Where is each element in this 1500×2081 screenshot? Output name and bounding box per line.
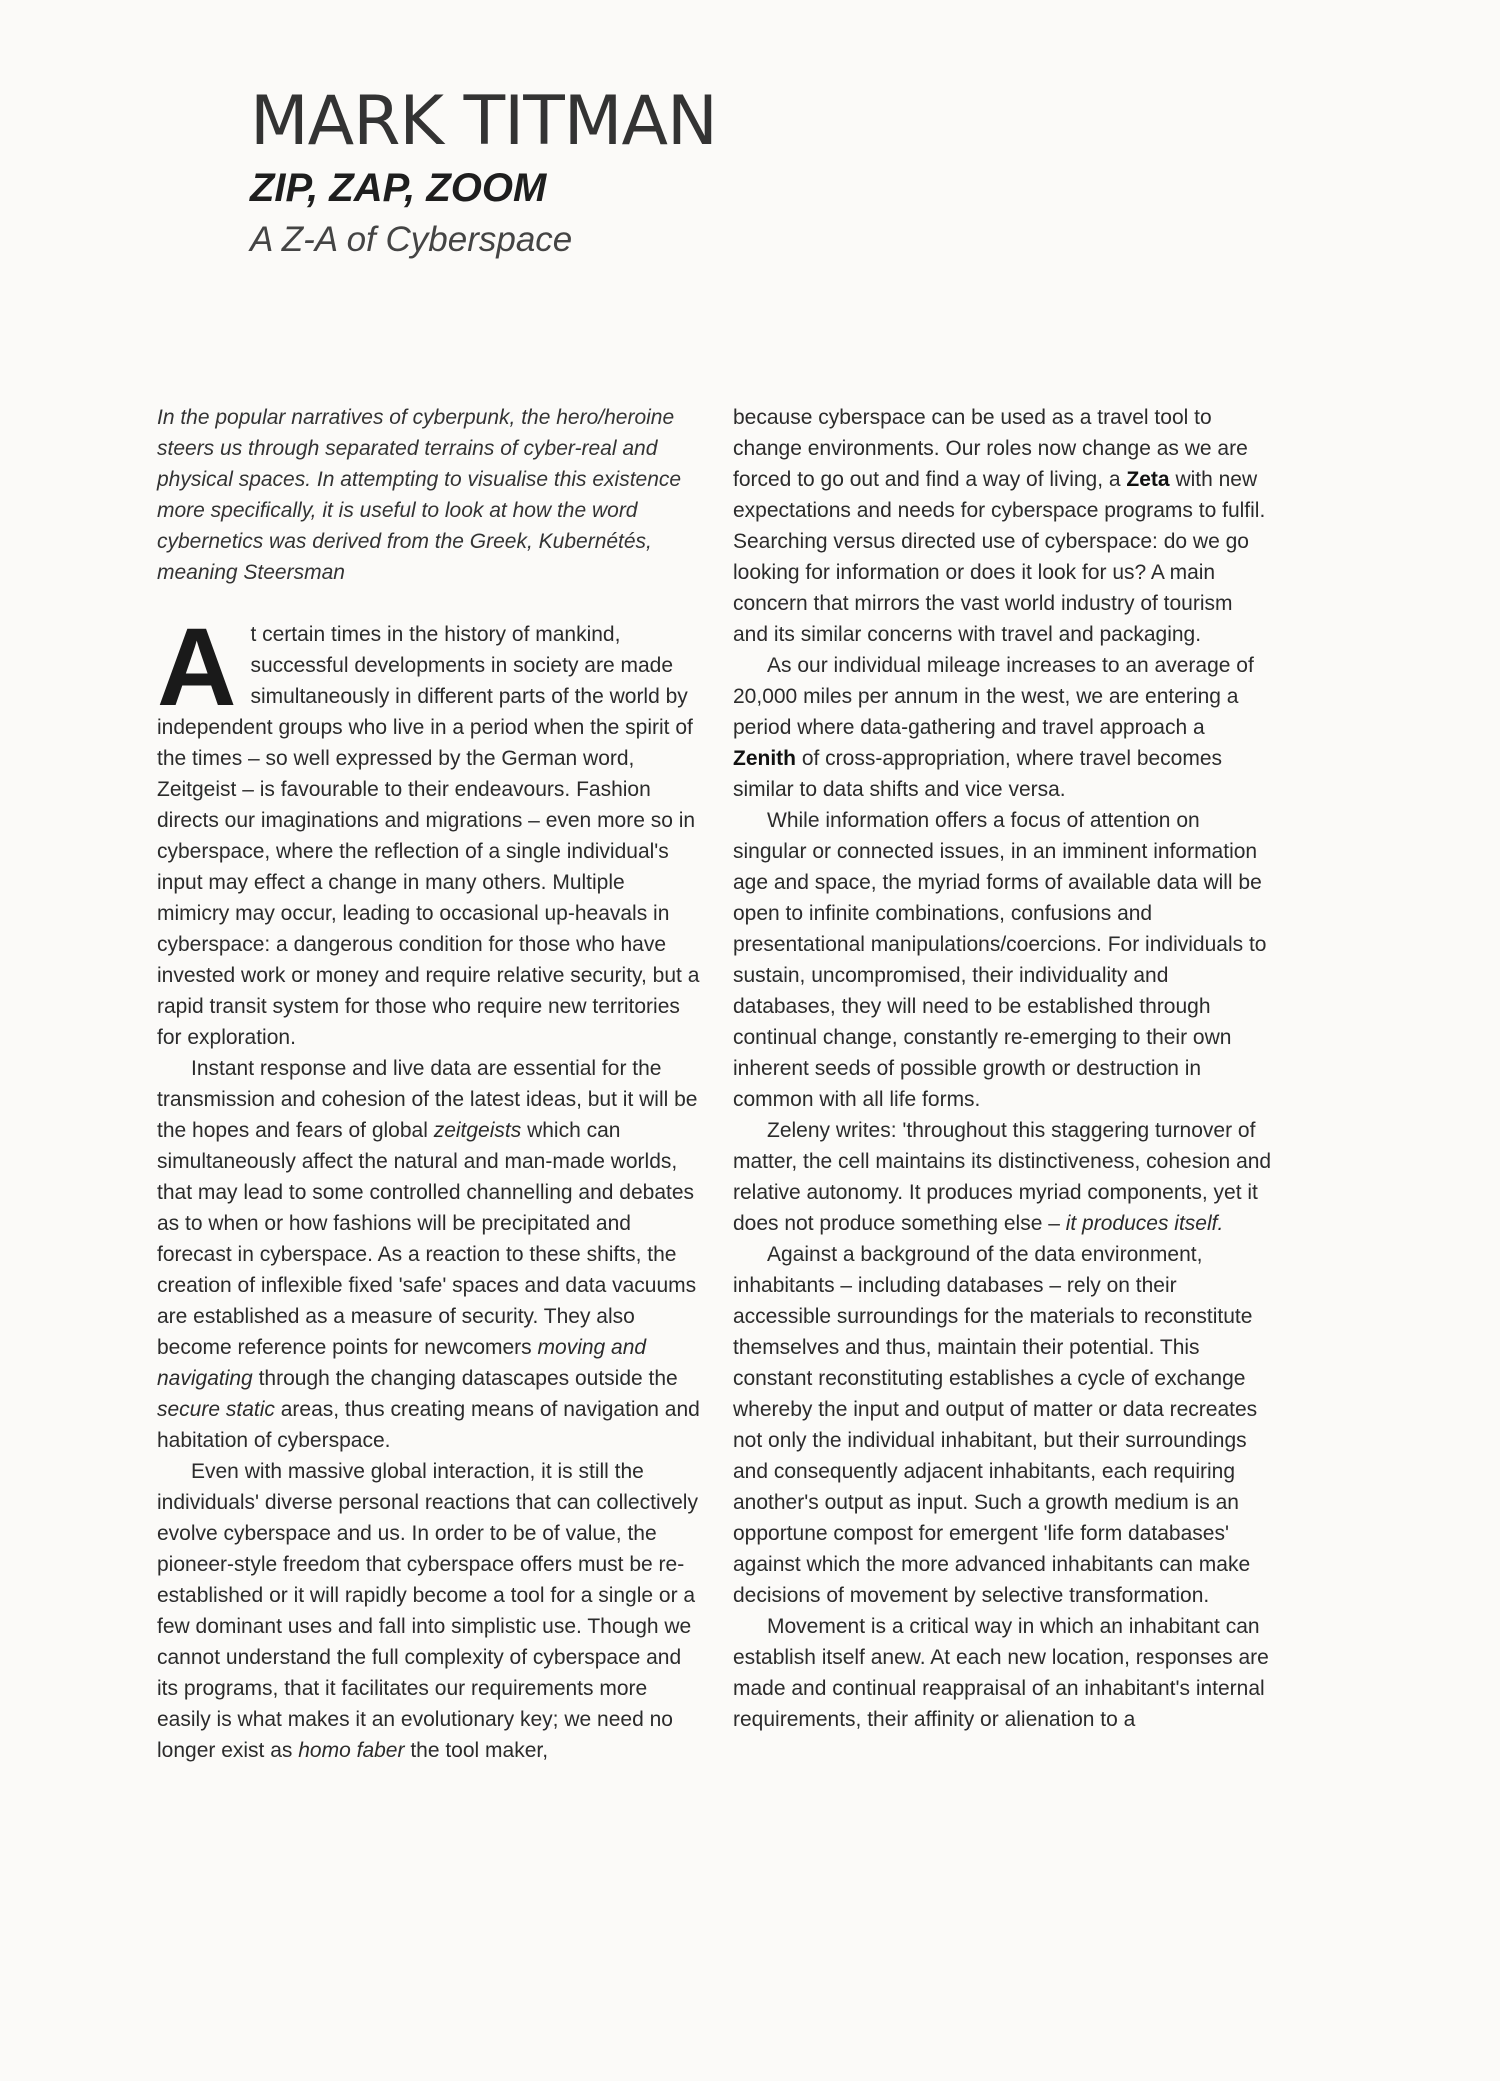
paragraph: Against a background of the data environment, inhabitants – including databases – rely on their accessible surroundings for the materials to reconstitute themselves and thus, maintain their potential. This constant reconstituting establishes a cycle of exchange whereby the input and output of matter or data recreates not only the individual inhabitant, but their surroundings and consequently adjacent inhabitants, each requiring another's output as input. Such a growth medium is an opportune compost for emergent 'life form databases' against which the more advanced inhabitants can make decisions of movement by selective transformation.	[733, 1243, 1258, 1607]
emphasis: secure static	[157, 1398, 275, 1421]
bold-term: Zeta	[1126, 468, 1170, 491]
drop-cap: A	[157, 606, 237, 729]
paragraph	[733, 1115, 1273, 1239]
paragraph-text: the tool maker,	[404, 1739, 549, 1762]
article-title: ZIP, ZAP, ZOOM	[250, 166, 547, 210]
paragraph: While information offers a focus of attention on singular or connected issues, in an imminent information age and space, the myriad forms of available data will be open to infinite combinations, confusions and presentational manipulations/coercions. For individuals to sustain, uncompromised, their individuality and databases, they will need to be established through continual change, constantly re-emerging to their own inherent seeds of possible growth or destruction in common with all life forms.	[733, 809, 1267, 1111]
paragraph-text: which can simultaneously affect the natural and man-made worlds, that may lead to some controlled channelling and debates as to when or how fashions will be precipitated and forecast in cyberspace. As a reaction to these shifts, the creation of inflexible fixed 'safe' spaces and data vacuums are established as a measure of security. They also become reference points for newcomers	[157, 1119, 697, 1359]
emphasis: moving and navigating	[157, 1336, 647, 1390]
paragraph	[157, 606, 702, 1053]
paragraph: Movement is a critical way in which an inhabitant can establish itself anew. At each new location, responses are made and continual reappraisal of an inhabitant's internal requirements, their affinity or alienation to a	[733, 1615, 1269, 1731]
paragraph-text: As our individual mileage increases to an average of 20,000 miles per annum in the west, we are entering a period where data-gathering and travel approach a	[733, 654, 1254, 739]
paragraph	[157, 1456, 702, 1766]
paragraph-text: Zeleny writes: 'throughout this staggering turnover of matter, the cell maintains its distinctiveness, cohesion and relative autonomy. It produces myriad components, yet it does not produce something else –	[733, 1119, 1272, 1235]
abstract: In the popular narratives of cyberpunk, the hero/heroine steers us through separated terrains of cyber-real and physical spaces. In attempting to visualise this existence more specifically, it is useful to look at how the word cybernetics was derived from the Greek, Kubernétés, meaning Steersman	[157, 406, 682, 584]
author-name: MARK TITMAN	[250, 82, 717, 161]
paragraph-text: because cyberspace can be used as a travel tool to change environments. Our roles now change as we are forced to go out and find a way of living, a	[733, 406, 1248, 491]
paragraph-text: through the changing datascapes outside the	[252, 1367, 678, 1390]
paragraph-text: Instant response and live data are essential for the transmission and cohesion of the latest ideas, but it will be the hopes and fears of global	[157, 1057, 698, 1142]
paragraph-text: t certain times in the history of mankind, successful developments in society are made simultaneously in different parts of the world by independent groups who live in a period when the spirit of the times – so well expressed by the German word, Zeitgeist – is favourable to their endeavours. Fashion directs our imaginations and migrations – even more so in cyberspace, where the reflection of a single individual's input may effect a change in many others. Multiple mimicry may occur, leading to occasional up-heavals in cyberspace: a dangerous condition for those who have invested work or money and require relative security, but a rapid transit system for those who require new territories for exploration.	[157, 623, 700, 1049]
paragraph-text: with new expectations and needs for cyberspace programs to fulfil. Searching versus directed use of cyberspace: do we go looking for information or does it look for us? A main concern that mirrors the vast world industry of tourism and its similar concerns with travel and packaging.	[733, 468, 1266, 646]
paragraph-text: areas, thus creating means of navigation and habitation of cyberspace.	[157, 1398, 700, 1452]
paragraph	[733, 650, 1273, 805]
paragraph	[157, 1053, 702, 1456]
right-column	[733, 402, 1273, 1735]
bold-term: Zenith	[733, 747, 796, 770]
left-column	[157, 402, 702, 1766]
emphasis: homo faber	[298, 1739, 405, 1762]
article-subtitle: A Z-A of Cyberspace	[250, 220, 573, 259]
paragraph	[733, 402, 1273, 650]
paragraph-text: Even with massive global interaction, it is still the individuals' diverse personal reactions that can collectively evolve cyberspace and us. In order to be of value, the pioneer-style freedom that cyberspace offers must be re-established or it will rapidly become a tool for a single or a few dominant uses and fall into simplistic use. Though we cannot understand the full complexity of cyberspace and its programs, that it facilitates our requirements more easily is what makes it an evolutionary key; we need no longer exist as	[157, 1460, 698, 1762]
paragraph-text: of cross-appropriation, where travel becomes similar to data shifts and vice versa.	[733, 747, 1223, 801]
emphasis: it produces itself.	[1065, 1212, 1224, 1235]
emphasis: zeitgeists	[433, 1119, 522, 1142]
